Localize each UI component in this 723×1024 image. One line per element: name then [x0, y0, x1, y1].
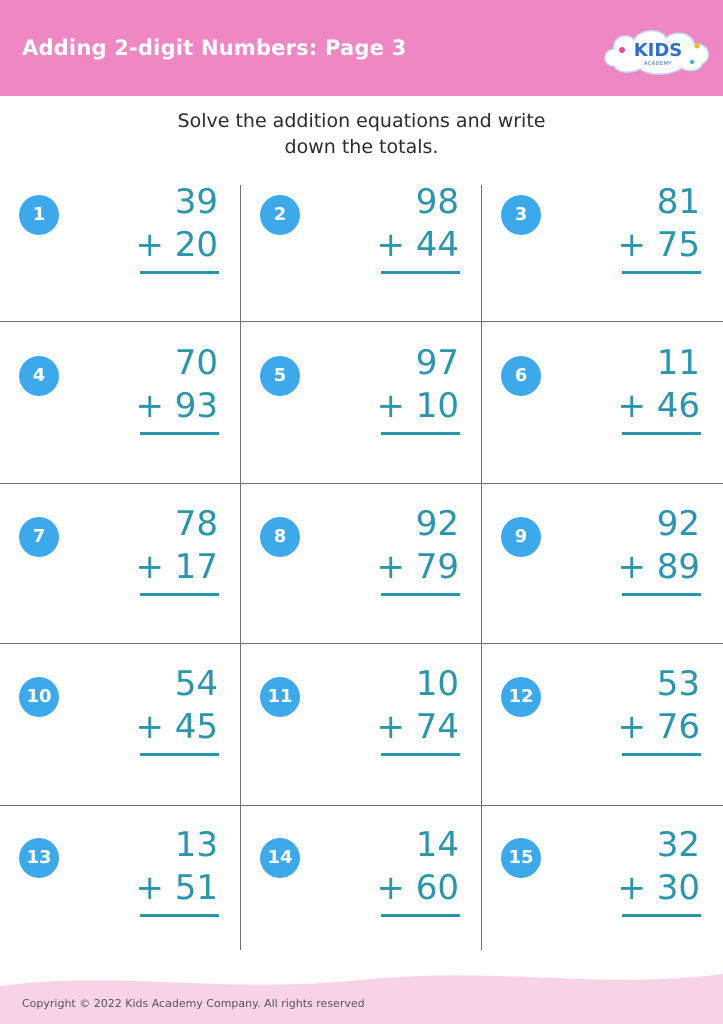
problem-number-badge: 12: [501, 677, 541, 717]
footer-wave: [0, 964, 723, 1024]
addend-top: 13: [174, 825, 218, 865]
problem-number-badge: 10: [19, 677, 59, 717]
addend-bottom: + 44: [376, 225, 459, 265]
problem-number-badge: 11: [260, 677, 300, 717]
addend-top: 92: [415, 504, 459, 544]
answer-line[interactable]: [622, 432, 701, 435]
answer-line[interactable]: [622, 271, 701, 274]
addend-bottom: + 93: [135, 386, 218, 426]
addend-top: 53: [656, 664, 700, 704]
answer-line[interactable]: [140, 432, 219, 435]
problem-number-badge: 4: [19, 356, 59, 396]
answer-line[interactable]: [622, 914, 701, 917]
addend-bottom: + 79: [376, 547, 459, 587]
addend-bottom: + 17: [135, 547, 218, 587]
problem-9: [482, 504, 723, 667]
addend-bottom: + 46: [617, 386, 700, 426]
problem-number-badge: 1: [19, 195, 59, 235]
addend-bottom: + 60: [376, 868, 459, 908]
addend-bottom: + 51: [135, 868, 218, 908]
answer-line[interactable]: [381, 432, 460, 435]
problem-7: [0, 504, 241, 667]
answer-line[interactable]: [381, 914, 460, 917]
addend-bottom: + 10: [376, 386, 459, 426]
answer-line[interactable]: [622, 753, 701, 756]
addend-bottom: + 45: [135, 707, 218, 747]
problem-8: [241, 504, 482, 667]
problem-number-badge: 5: [260, 356, 300, 396]
addend-bottom: + 74: [376, 707, 459, 747]
svg-text:KIDS: KIDS: [633, 40, 683, 61]
answer-line[interactable]: [622, 593, 701, 596]
problem-number-badge: 7: [19, 517, 59, 557]
problem-10: [0, 664, 241, 827]
problem-number-badge: 9: [501, 517, 541, 557]
problem-number-badge: 14: [260, 838, 300, 878]
problem-3: [482, 182, 723, 345]
svg-text:ACADEMY: ACADEMY: [643, 61, 673, 67]
addend-bottom: + 30: [617, 868, 700, 908]
addend-top: 14: [415, 825, 459, 865]
answer-line[interactable]: [140, 593, 219, 596]
addend-top: 81: [656, 182, 700, 222]
problem-number-badge: 15: [501, 838, 541, 878]
problem-6: [482, 343, 723, 506]
instructions-line-1: Solve the addition equations and write: [177, 110, 546, 132]
answer-line[interactable]: [140, 914, 219, 917]
addend-top: 92: [656, 504, 700, 544]
answer-line[interactable]: [140, 753, 219, 756]
page-title: Adding 2-digit Numbers: Page 3: [22, 36, 407, 60]
addend-top: 78: [174, 504, 218, 544]
problem-2: [241, 182, 482, 345]
addend-top: 39: [174, 182, 218, 222]
addend-top: 11: [656, 343, 700, 383]
answer-line[interactable]: [381, 271, 460, 274]
problem-number-badge: 6: [501, 356, 541, 396]
copyright-text: Copyright © 2022 Kids Academy Company. All rights reserved: [22, 997, 365, 1010]
problem-12: [482, 664, 723, 827]
addend-top: 10: [415, 664, 459, 704]
addend-bottom: + 75: [617, 225, 700, 265]
answer-line[interactable]: [381, 753, 460, 756]
addend-bottom: + 76: [617, 707, 700, 747]
addend-bottom: + 89: [617, 547, 700, 587]
addend-top: 97: [415, 343, 459, 383]
problem-number-badge: 2: [260, 195, 300, 235]
addend-top: 98: [415, 182, 459, 222]
problem-5: [241, 343, 482, 506]
addend-bottom: + 20: [135, 225, 218, 265]
addend-top: 54: [174, 664, 218, 704]
problem-number-badge: 8: [260, 517, 300, 557]
problem-4: [0, 343, 241, 506]
addend-top: 70: [174, 343, 218, 383]
answer-line[interactable]: [381, 593, 460, 596]
problem-number-badge: 13: [19, 838, 59, 878]
problem-1: [0, 182, 241, 345]
instructions-line-2: down the totals.: [284, 136, 439, 158]
addend-top: 32: [656, 825, 700, 865]
problem-number-badge: 3: [501, 195, 541, 235]
problem-11: [241, 664, 482, 827]
answer-line[interactable]: [140, 271, 219, 274]
